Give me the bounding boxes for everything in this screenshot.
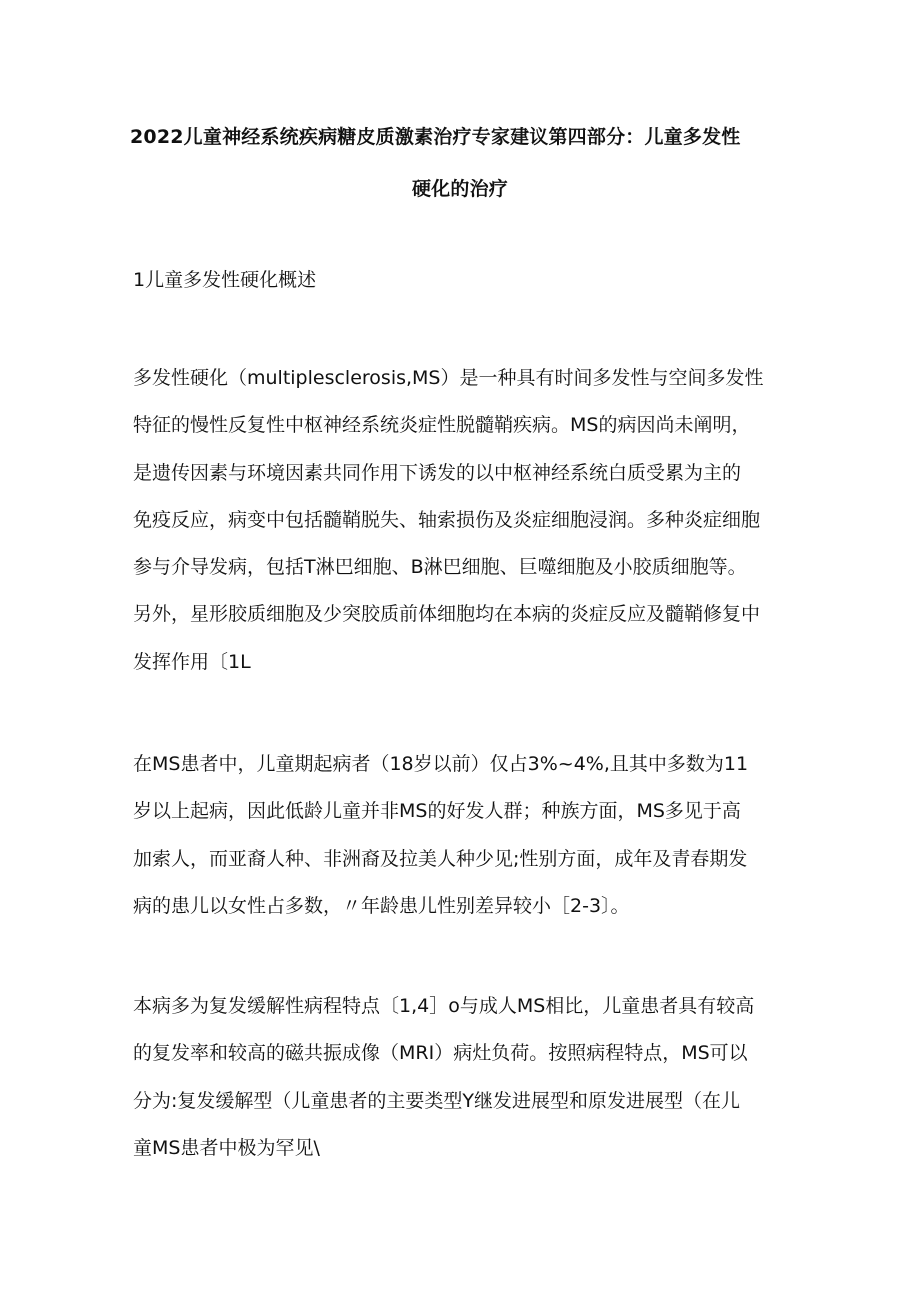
paragraph-line: 童MS患者中极为罕见\ — [133, 1136, 320, 1159]
paragraph-3 — [133, 994, 813, 1183]
paragraph-1 — [133, 366, 813, 697]
paragraph-line: 特征的慢性反复性中枢神经系统炎症性脱髓鞘疾病。MS的病因尚未阐明， — [133, 414, 751, 437]
paragraph-line: 病的患儿以女性占多数，〃年龄患儿性别差异较小［2-3〕。 — [133, 894, 630, 917]
paragraph-line: 参与介导发病，包括T淋巴细胞、B淋巴细胞、巨噬细胞及小胶质细胞等。 — [133, 556, 747, 579]
paragraph-line: 另外，星形胶质细胞及少突胶质前体细胞均在本病的炎症反应及髓鞘修复中 — [133, 603, 761, 626]
paragraph-line: 本病多为复发缓解性病程特点〔1,4］o与成人MS相比，儿童患者具有较高 — [133, 995, 755, 1017]
document-title-line-2: 硬化的治疗 — [411, 178, 508, 200]
paragraph-line: 在MS患者中，儿童期起病者（18岁以前）仅占3%~4%,且其中多数为11 — [133, 753, 749, 775]
paragraph-line: 多发性硬化（multiplesclerosis,MS）是一种具有时间多发性与空间多发性 — [133, 367, 764, 389]
paragraph-2 — [133, 752, 813, 941]
paragraph-line: 是遗传因素与环境因素共同作用下诱发的以中枢神经系统白质受累为主的 — [133, 461, 742, 484]
paragraph-line: 岁以上起病，因此低龄儿童并非MS的好发人群；种族方面，MS多见于高 — [133, 800, 741, 823]
paragraph-line: 免疫反应，病变中包括髓鞘脱失、轴索损伤及炎症细胞浸润。多种炎症细胞 — [133, 508, 761, 531]
section-heading: 1儿童多发性硬化概述 — [133, 269, 317, 291]
paragraph-line: 分为:复发缓解型（儿童患者的主要类型Y继发进展型和原发进展型（在儿 — [133, 1089, 741, 1112]
paragraph-line: 的复发率和较高的磁共振成像（MRI）病灶负荷。按照病程特点，MS可以 — [133, 1042, 748, 1065]
paragraph-line: 加索人，而亚裔人种、非洲裔及拉美人种少见;性别方面，成年及青春期发 — [133, 847, 748, 870]
document-title-line-1: 2022儿童神经系统疾病糖皮质激素治疗专家建议第四部分：儿童多发性 — [130, 126, 741, 148]
paragraph-line: 发挥作用〔1L — [133, 650, 251, 673]
